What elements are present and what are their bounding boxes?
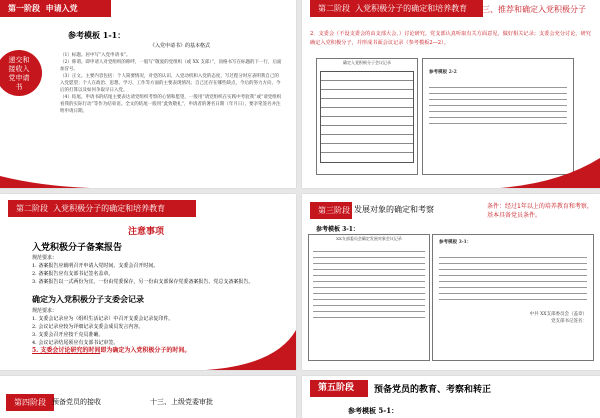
side-doc: 参考模板 2-2 (422, 58, 574, 175)
title: 发展对象的确定和考察 (354, 205, 434, 214)
stage-label: 第一阶段 申请入党 (0, 0, 111, 17)
section1-body: 规范要求： 1. 备案报告应载明召开申请入党时间、支委会召开时间。 2. 备案报告应有支部书记签名盖章。 3. 备案报告以一式两份为宜，一份由党委保存，另一份由支部保存党委备案报告、党总支备案报告。 (32, 255, 254, 285)
paragraph: （2）称谓。即申请人对党组织的称呼，一般写“敬爱的党组织（或 XX 支部）”，顶格书写在标题的下一行，后面加冒号。 (60, 60, 282, 72)
doc-title: 《入党申请书》的基本格式 (150, 43, 211, 49)
corner-decoration (0, 168, 296, 188)
form-table (320, 71, 414, 163)
section2-body: 规范要求： 1. 支委会记录应为（组织生活记录）中召开支委会记录复印件。 2. 会议记录应较为详细记录支委会成员发言内容。 3. 支委会召开应按千克员准确。 4. 会议记录结尾须应有支部书记审签。 5. 支委会讨论研究的时间即为确定为入党积极分子的时间。 (32, 307, 282, 355)
stage-label: 第二阶段 入党积极分子的确定和培养教育 (310, 0, 483, 17)
slide-3[interactable] (0, 194, 296, 370)
slide-4[interactable] (302, 194, 600, 370)
stage-label: 第四阶段 (6, 394, 54, 411)
slide-5[interactable] (0, 376, 296, 418)
corner-decoration (480, 158, 600, 188)
stage-label: 第五阶段 (310, 380, 368, 397)
condition-note: 条件：经过1年以上的培养教育和考察，基本具备党员条件。 (487, 203, 593, 219)
title: 预备党员的教育、考察和转正 (374, 385, 492, 395)
slide-1[interactable] (0, 0, 296, 188)
form-image: 确定入党积极分子会议记录 (316, 58, 418, 175)
red-bubble: 递交和 接收入 党申请 书 (0, 50, 42, 96)
title: 预备党员的接收 (52, 398, 101, 406)
subtitle: 十三、上级党委审批 (150, 398, 213, 406)
section1-title: 入党积极分子备案报告 (32, 243, 123, 253)
paragraph: （1）标题。居中写“入党申请书”。 (60, 53, 131, 58)
stage-label: 第二阶段 入党积极分子的确定和培养教育 (8, 200, 196, 217)
corner-decoration (206, 330, 296, 370)
side-doc: 参考模板 3-1： 中共 XX支部委员会（盖章） 党支部书记签名： (432, 234, 594, 361)
paragraph: （4）结尾。申请书的结尾主要表达请党组织考察的心情和愿望，一般用“请党组织在实践中考验我”或“请党组织看我的实际行动”等作为结束语。全文的结尾一般用“此致敬礼”，申请者的署名日期（年月日），要亲笔签名并注明申请日期。 (60, 95, 282, 114)
paragraph: （3）正文。主要内容包括：个人简要情况，对党的认识、入党动机和入党的态度，写过程分时应表明我自己的入党愿望；个人在政治、思想、学习、工作等方面的主要表现情况；自己还存在哪些缺点，今后的努力方向，今后的打算以及如何争取早日入党。 (60, 74, 281, 93)
body-text: 2．支委会（不设支委会的由支部大会，）讨论研究。党支部认真听取有关方面意见，做好相关记录；支委会充分讨论，研究确定入党积极分子，并形成书面会议记录（参考模板2—2）。 (310, 31, 591, 46)
doc-body (60, 52, 282, 115)
template-heading: 参考模板 1-1： (68, 30, 126, 40)
notice-title: 注意事项 (128, 227, 165, 237)
section2-title: 确定为入党积极分子支委会记录 (32, 294, 144, 304)
template-heading: 参考模板 5-1： (348, 406, 399, 415)
subtitle: 三、推荐和确定入党积极分子 (482, 5, 586, 14)
slide-2[interactable] (302, 0, 600, 188)
stage-label: 第三阶段 (310, 202, 352, 219)
highlight-line: 5. 支委会讨论研究的时间即为确定为入党积极分子的时间。 (32, 347, 191, 354)
slide-6[interactable] (302, 376, 600, 418)
template-heading: 参考模板 3-1： (316, 226, 359, 233)
form-image: XX支部委员会确定发展对象会议记录 (308, 234, 430, 361)
